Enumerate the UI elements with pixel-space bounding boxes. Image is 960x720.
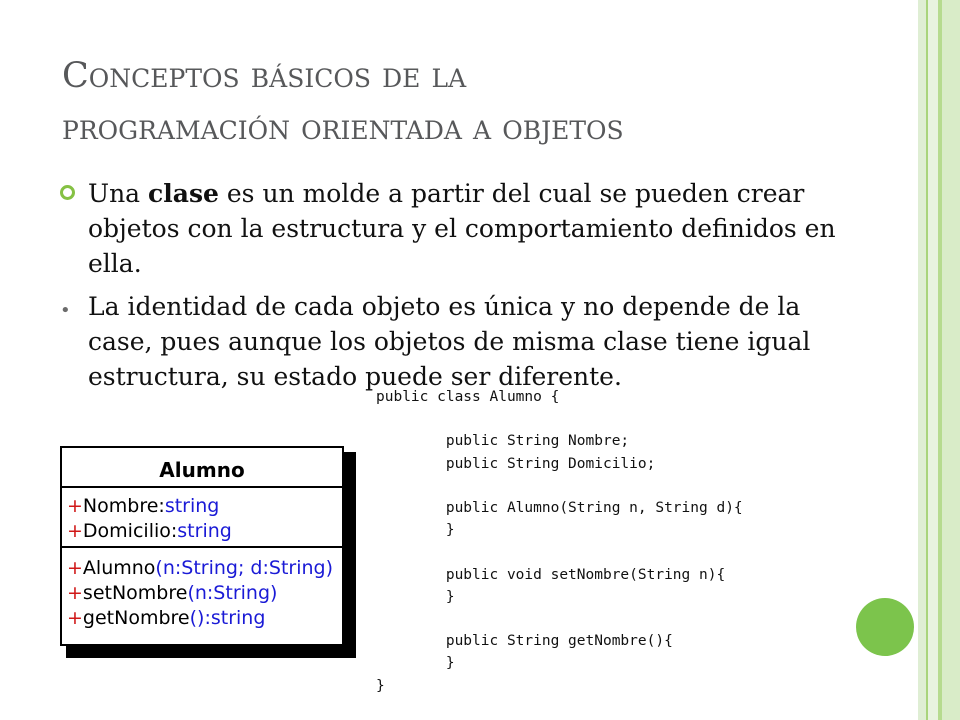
code-line: } <box>376 677 385 694</box>
uml-class-diagram <box>60 446 344 646</box>
code-line <box>376 475 896 497</box>
uml-attr-name: Nombre <box>82 495 159 517</box>
code-line <box>376 541 896 563</box>
uml-operation <box>67 581 342 606</box>
slide-title-line1: Conceptos básicos de la <box>62 56 467 96</box>
uml-attribute <box>67 494 342 519</box>
bullet-text-after: es un molde a partir del cual se pueden crear objetos con la estructura y el comportamiento definidos en ella. <box>88 179 836 278</box>
uml-attribute <box>67 519 342 544</box>
code-line: } <box>376 522 455 539</box>
uml-visibility: + <box>67 582 83 604</box>
bullet-item <box>62 289 862 394</box>
uml-sep: : <box>158 495 165 517</box>
uml-operation <box>67 606 342 631</box>
uml-attributes <box>62 488 342 548</box>
code-line <box>376 608 896 630</box>
bullet-bold-term: clase <box>148 179 219 208</box>
code-line: public String Nombre; <box>376 433 630 450</box>
decor-stripe <box>928 0 938 720</box>
code-line: public String Domicilio; <box>376 455 656 472</box>
uml-op-return: :string <box>204 607 266 629</box>
uml-operation <box>67 556 342 581</box>
code-line: public class Alumno { <box>376 389 560 405</box>
bullet-text-before: Una <box>88 179 149 208</box>
decor-stripe <box>918 0 926 720</box>
code-block <box>376 386 896 697</box>
code-line: } <box>376 655 455 672</box>
uml-visibility: + <box>67 495 83 517</box>
code-line: public String getNombre(){ <box>376 633 673 650</box>
uml-visibility: + <box>67 557 83 579</box>
uml-op-params: (n:String; d:String) <box>155 557 333 579</box>
uml-visibility: + <box>67 607 83 629</box>
uml-attr-type: string <box>164 495 220 517</box>
code-line: public void setNombre(String n){ <box>376 566 726 583</box>
ring-bullet-icon <box>60 185 75 200</box>
uml-class-name: Alumno <box>62 448 342 488</box>
bullet-item <box>62 176 862 281</box>
uml-attr-name: Domicilio <box>82 520 171 542</box>
bullet-text: La identidad de cada objeto es única y no depende de la case, pues aunque los objetos de misma clase tiene igual estructura, su estado puede ser diferente. <box>88 292 811 391</box>
uml-op-name: Alumno <box>82 557 156 579</box>
slide-title <box>62 50 882 154</box>
uml-op-name: setNombre <box>82 582 188 604</box>
uml-attr-type: string <box>177 520 232 542</box>
uml-op-name: getNombre <box>82 607 190 629</box>
uml-operations <box>62 548 342 631</box>
decor-stripe <box>942 0 960 720</box>
uml-op-params: () <box>189 607 205 629</box>
slide-title-line2: programación orientada a objetos <box>62 108 624 148</box>
uml-sep: : <box>170 520 178 542</box>
uml-visibility: + <box>67 520 83 542</box>
code-line: } <box>376 588 455 605</box>
uml-op-params: (n:String) <box>187 582 278 604</box>
bullet-list <box>62 176 862 402</box>
dot-bullet-icon: • <box>60 300 71 321</box>
code-line: public Alumno(String n, String d){ <box>376 500 743 517</box>
code-line <box>376 408 896 430</box>
